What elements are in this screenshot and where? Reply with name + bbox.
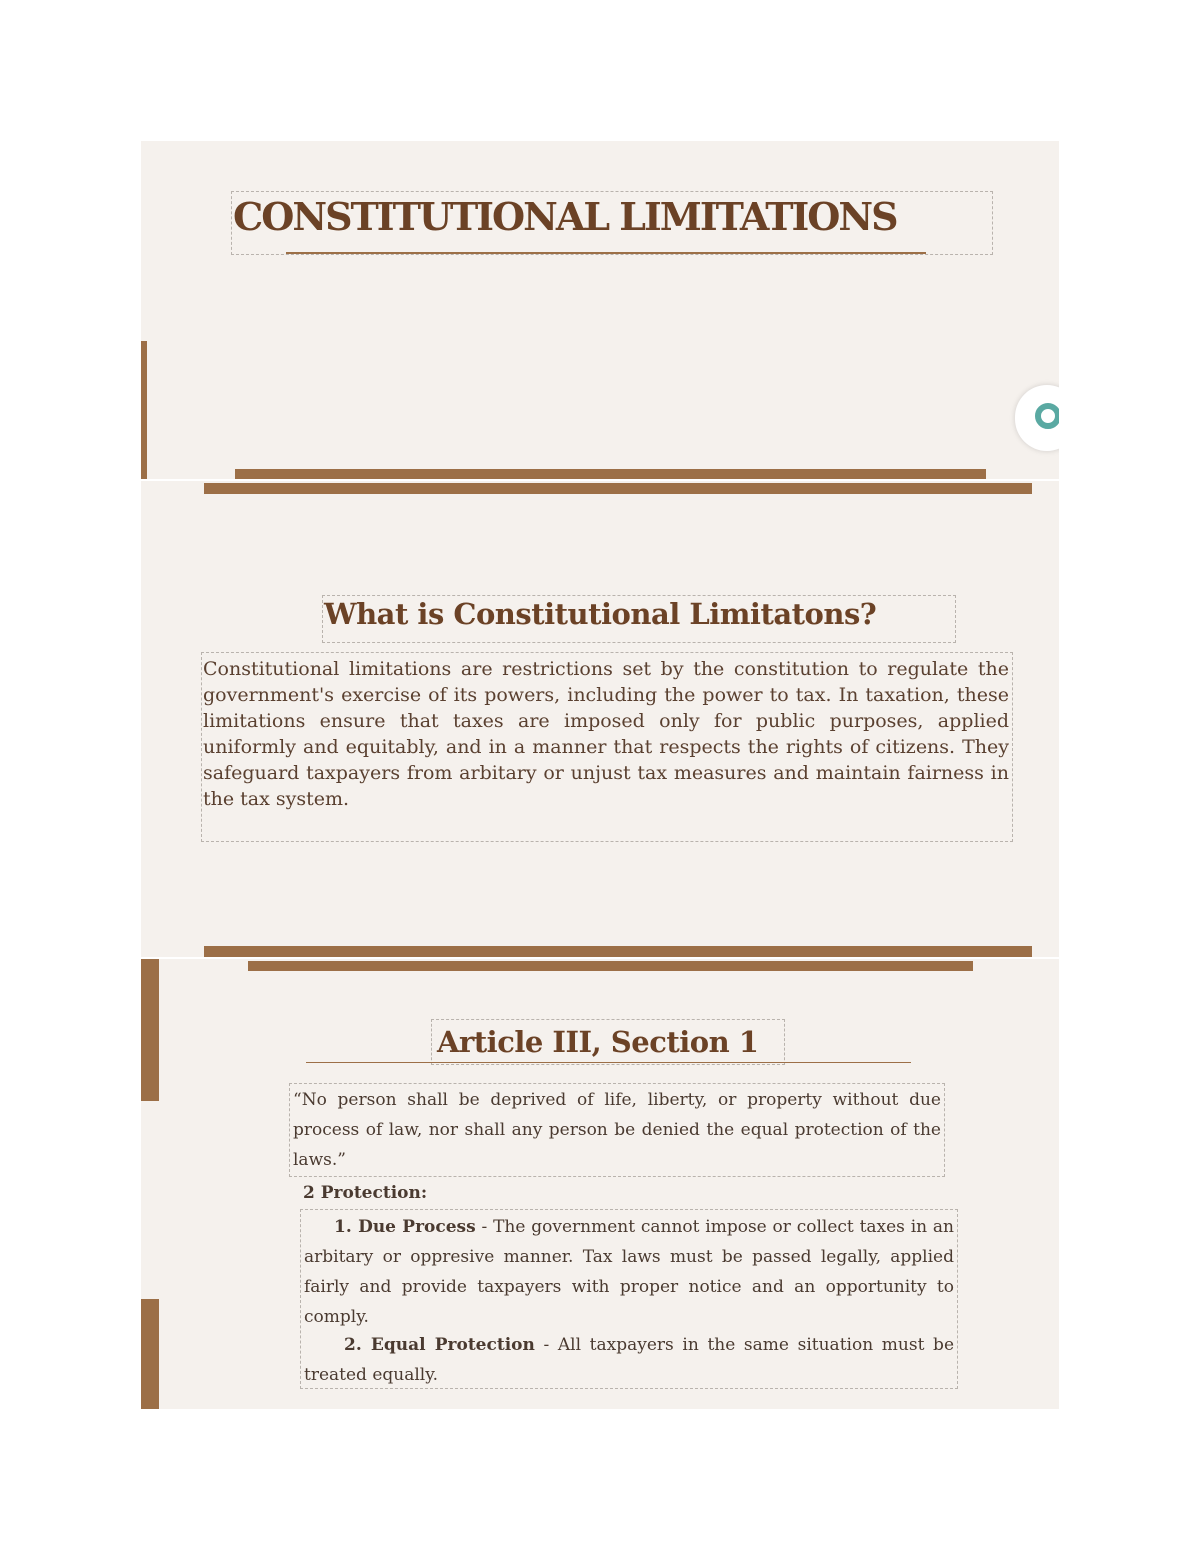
equal-protection-text: - All taxpayers in the same situation must be treated equally. xyxy=(304,1335,954,1385)
top-accent-bar xyxy=(248,961,973,971)
chat-bubble-icon[interactable] xyxy=(1015,385,1059,451)
article-quote: “No person shall be deprived of life, liberty, or property without due process of law, nor shall any person be denied the equal protection of the laws.” xyxy=(293,1090,941,1170)
top-accent-bar xyxy=(204,483,1032,494)
equal-protection-title: 2. Equal Protection xyxy=(344,1335,535,1355)
title-underline xyxy=(286,252,926,254)
slide-definition xyxy=(141,481,1059,957)
due-process-text: - The government cannot impose or collect taxes in an arbitary or oppresive manner. Tax laws must be passed legally, applied fairly and provide taxpayers with proper notice and an opportunity to comply. xyxy=(304,1217,954,1327)
left-accent-bar xyxy=(141,341,147,479)
definition-paragraph: Constitutional limitations are restrictions set by the constitution to regulate the government's exercise of its powers, including the power to tax. In taxation, these limitations ensure that taxes are imposed only for public purposes, applied uniformly and equitably, and in a manner that respects the rights of citizens. They safeguard taxpayers from arbitary or unjust tax measures and maintain fairness in the tax system. xyxy=(203,658,1009,810)
chat-ring-icon xyxy=(1035,403,1059,429)
equal-protection-item xyxy=(304,1330,954,1390)
bottom-accent-bar xyxy=(235,469,986,479)
definition-heading: What is Constitutional Limitatons? xyxy=(324,597,877,631)
presentation-title: CONSTITUTIONAL LIMITATIONS xyxy=(233,194,897,239)
due-process-item xyxy=(304,1212,954,1332)
due-process-title: 1. Due Process xyxy=(334,1217,476,1237)
left-accent-bar-top xyxy=(141,959,159,1101)
heading-underline xyxy=(306,1062,911,1063)
slide-article xyxy=(141,959,1059,1409)
article-heading: Article III, Section 1 xyxy=(437,1025,759,1059)
left-accent-bar-bottom xyxy=(141,1299,159,1409)
protection-label: 2 Protection: xyxy=(303,1183,428,1203)
bottom-accent-bar xyxy=(204,946,1032,957)
slide-title xyxy=(141,141,1059,479)
